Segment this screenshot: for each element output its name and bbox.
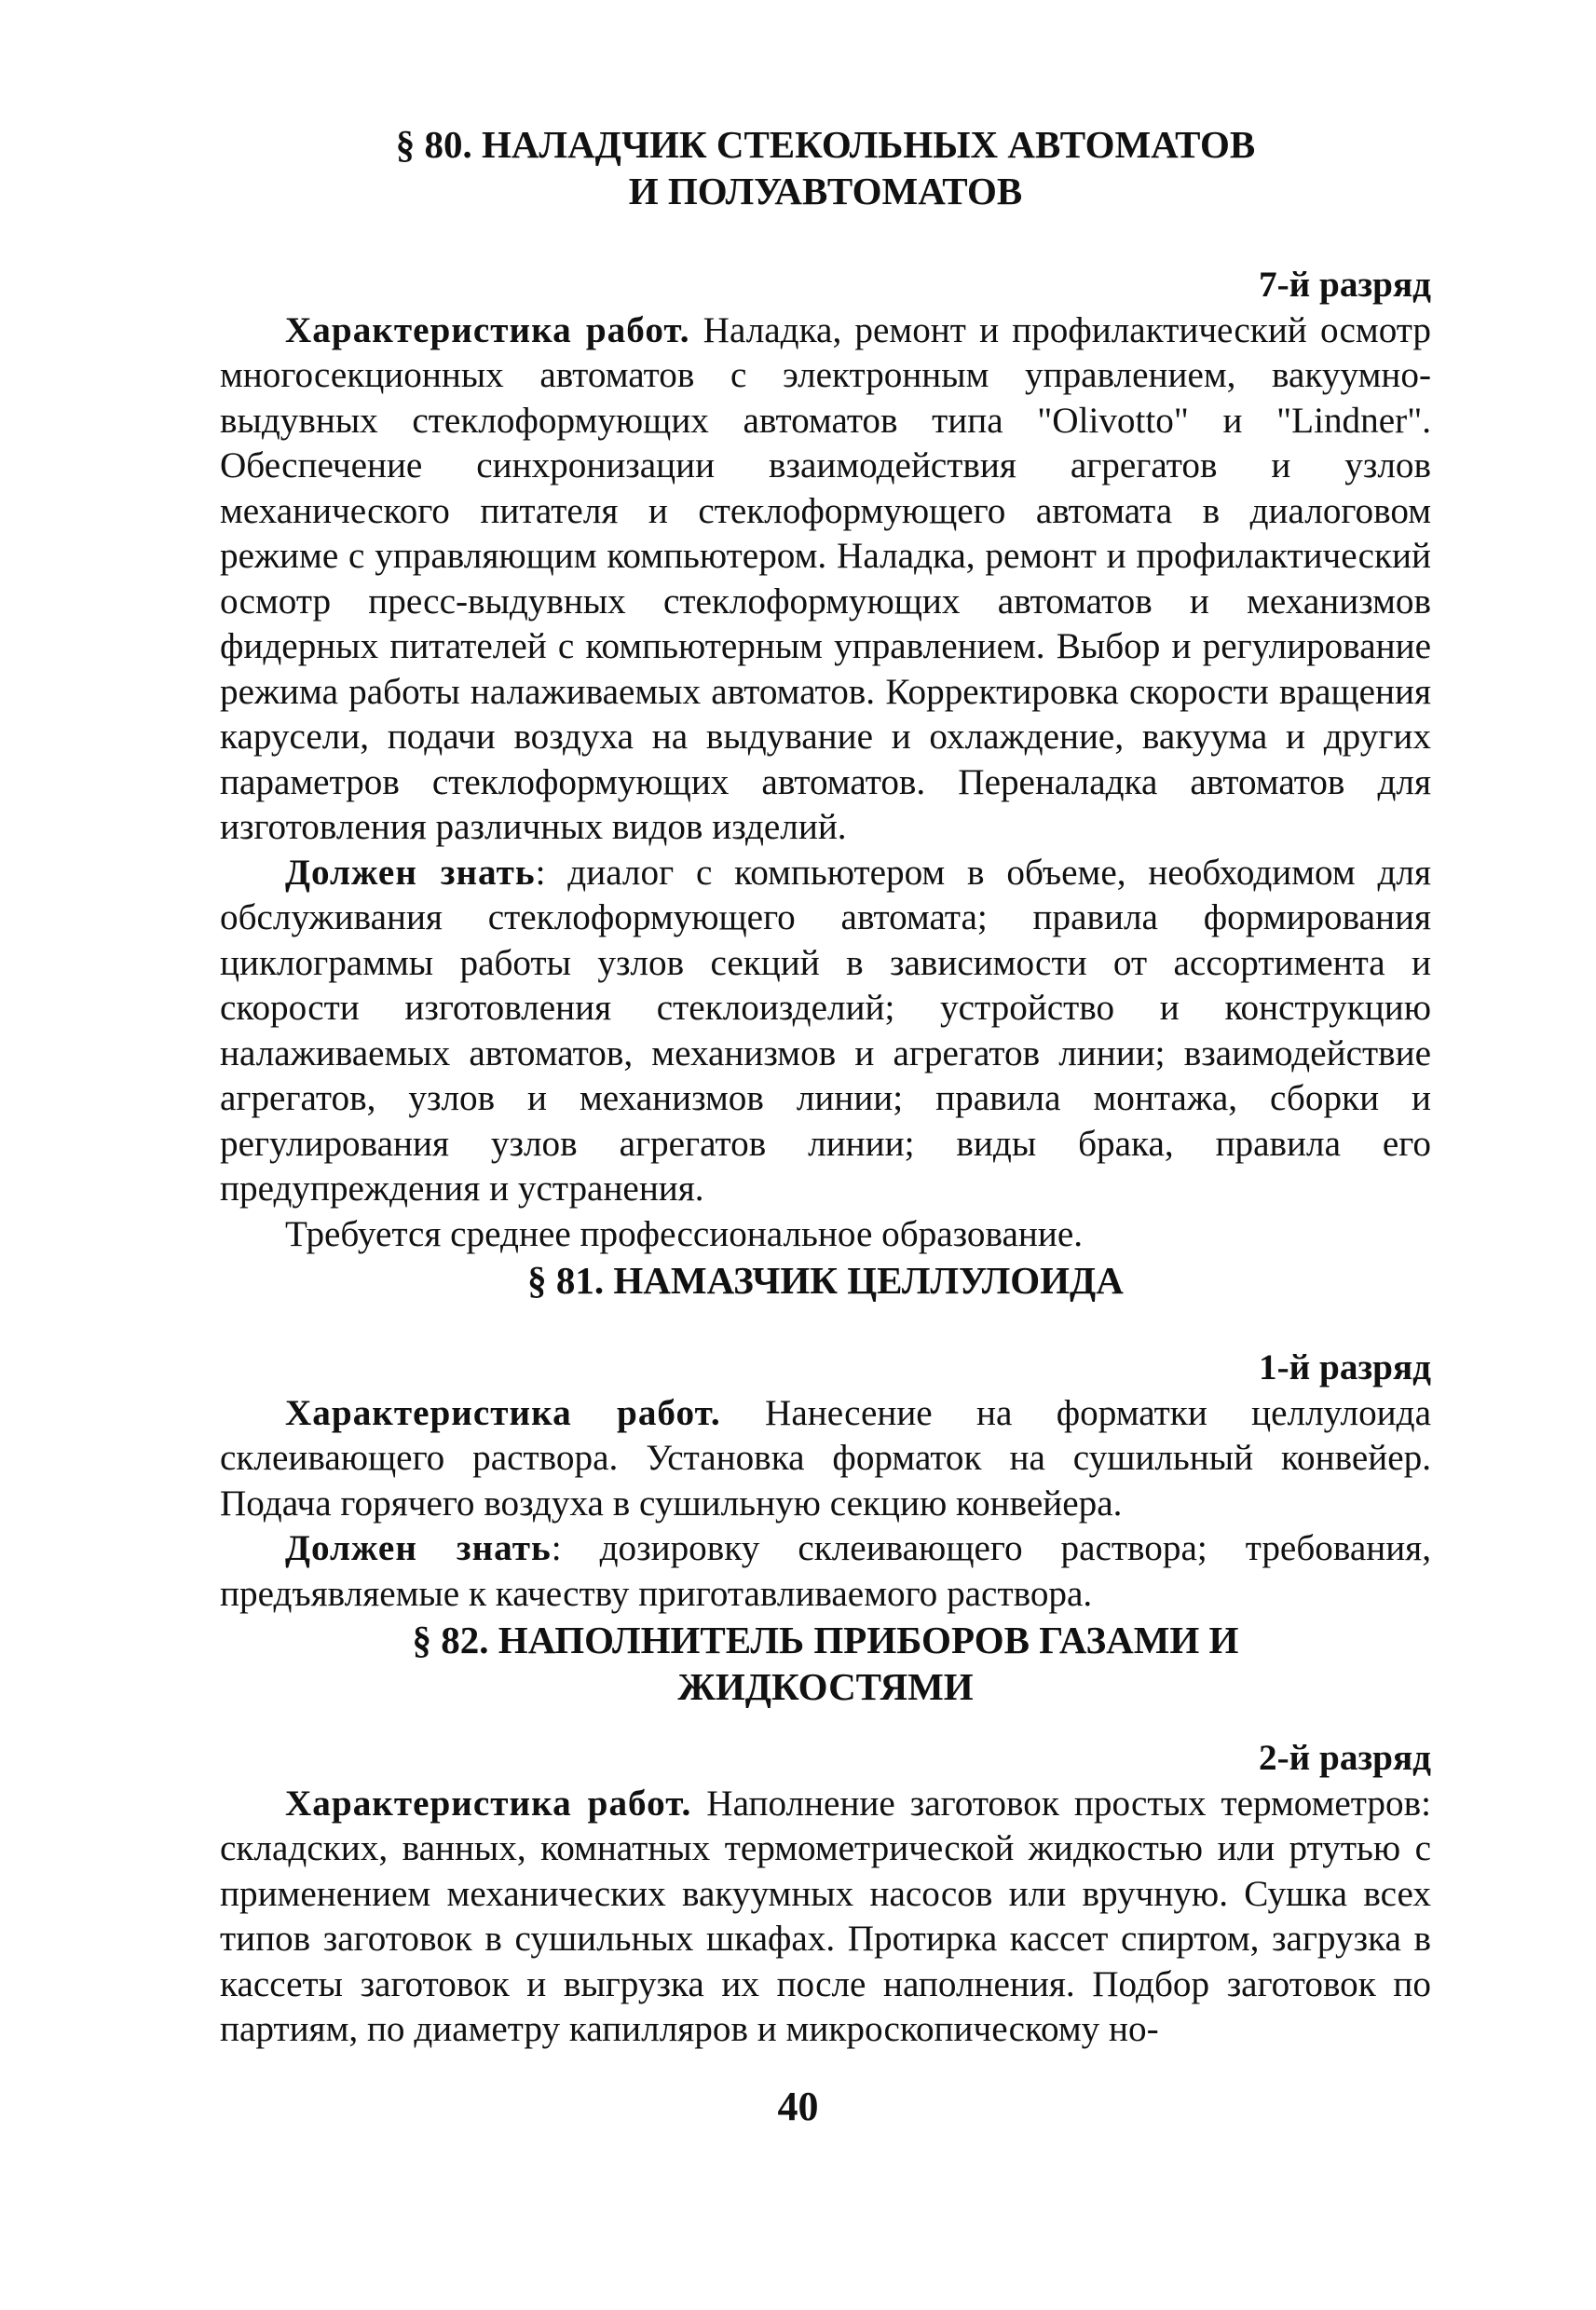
characteristics-label: Характеристика работ. bbox=[285, 309, 690, 350]
characteristics-paragraph bbox=[220, 1391, 1431, 1527]
knowledge-paragraph bbox=[220, 1526, 1431, 1617]
section-80-title bbox=[220, 121, 1431, 214]
characteristics-text: Нанесение на форматки целлулоида склеивающего раствора. Установка форматок на сушильный конвейер. Подача горячего воздуха в сушильную секцию конвейера. bbox=[220, 1392, 1431, 1524]
section-81-title bbox=[220, 1257, 1431, 1304]
characteristics-text: Наладка, ремонт и профилактический осмотр многосекционных автоматов с электронным управлением, вакуумно-выдувных стеклоформующих автоматов типа "Olivotto" и "Lindner". Обеспечение синхронизации взаимодействия агрегатов и узлов механического питателя и стеклоформующего автомата в диалоговом режиме с управляющим компьютером. Наладка, ремонт и профилактический осмотр пресс-выдувных стеклоформующих автоматов и механизмов фидерных питателей с компьютерным управлением. Выбор и регулирование режима работы налаживаемых автоматов. Корректировка скорости вращения карусели, подачи воздуха на выдувание и охлаждение, вакуума и других параметров стеклоформующих автоматов. Переналадка автоматов для изготовления различных видов изделий. bbox=[220, 309, 1431, 847]
knowledge-label: Должен знать bbox=[285, 852, 536, 893]
page-number: 40 bbox=[777, 2084, 819, 2129]
section-title-line: И ПОЛУАВТОМАТОВ bbox=[628, 170, 1023, 212]
grade-label: 7-й разряд bbox=[1259, 265, 1431, 305]
characteristics-paragraph bbox=[220, 1782, 1431, 2053]
characteristics-paragraph bbox=[220, 308, 1431, 851]
section-title-line: ЖИДКОСТЯМИ bbox=[677, 1665, 974, 1708]
characteristics-label: Характеристика работ. bbox=[285, 1392, 721, 1433]
education-requirement: Требуется среднее профессиональное образование. bbox=[285, 1213, 1084, 1254]
grade-label: 1-й разряд bbox=[1259, 1347, 1431, 1387]
page-body bbox=[220, 121, 1431, 2053]
knowledge-text: : дозировку склеивающего раствора; требования, предъявляемые к качеству приготавливаемого раствора. bbox=[220, 1528, 1431, 1614]
knowledge-text: : диалог с компьютером в объеме, необходимом для обслуживания стеклоформующего автомата; правила формирования циклограммы работы узлов секций в зависимости от ассортимента и скорости изготовления стеклоизделий; устройство и конструкцию налаживаемых автоматов, механизмов и агрегатов линии; взаимодействие агрегатов, узлов и механизмов линии; правила монтажа, сборки и регулирования узлов агрегатов линии; виды брака, правила его предупреждения и устранения. bbox=[220, 852, 1432, 1209]
knowledge-paragraph bbox=[220, 851, 1431, 1212]
section-82-title bbox=[220, 1617, 1431, 1710]
section-title-line: § 82. НАПОЛНИТЕЛЬ ПРИБОРОВ ГАЗАМИ И bbox=[412, 1619, 1239, 1661]
section-title-line: § 81. НАМАЗЧИК ЦЕЛЛУЛОИДА bbox=[527, 1259, 1124, 1302]
characteristics-label: Характеристика работ. bbox=[285, 1783, 692, 1824]
section-title-line: § 80. НАЛАДЧИК СТЕКОЛЬНЫХ АВТОМАТОВ bbox=[395, 123, 1256, 166]
grade-label: 2-й разряд bbox=[1259, 1738, 1431, 1778]
knowledge-label: Должен знать bbox=[285, 1528, 552, 1568]
characteristics-text: Наполнение заготовок простых термометров: складских, ванных, комнатных термометрической жидкостью или ртутью с применением механических вакуумных насосов или вручную. Сушка всех типов заготовок в сушильных шкафах. Протирка кассет спиртом, загрузка в кассеты заготовок и выгрузка их после наполнения. Подбор заготовок по партиям, по диаметру капилляров и микроскопическому но- bbox=[220, 1783, 1431, 2049]
